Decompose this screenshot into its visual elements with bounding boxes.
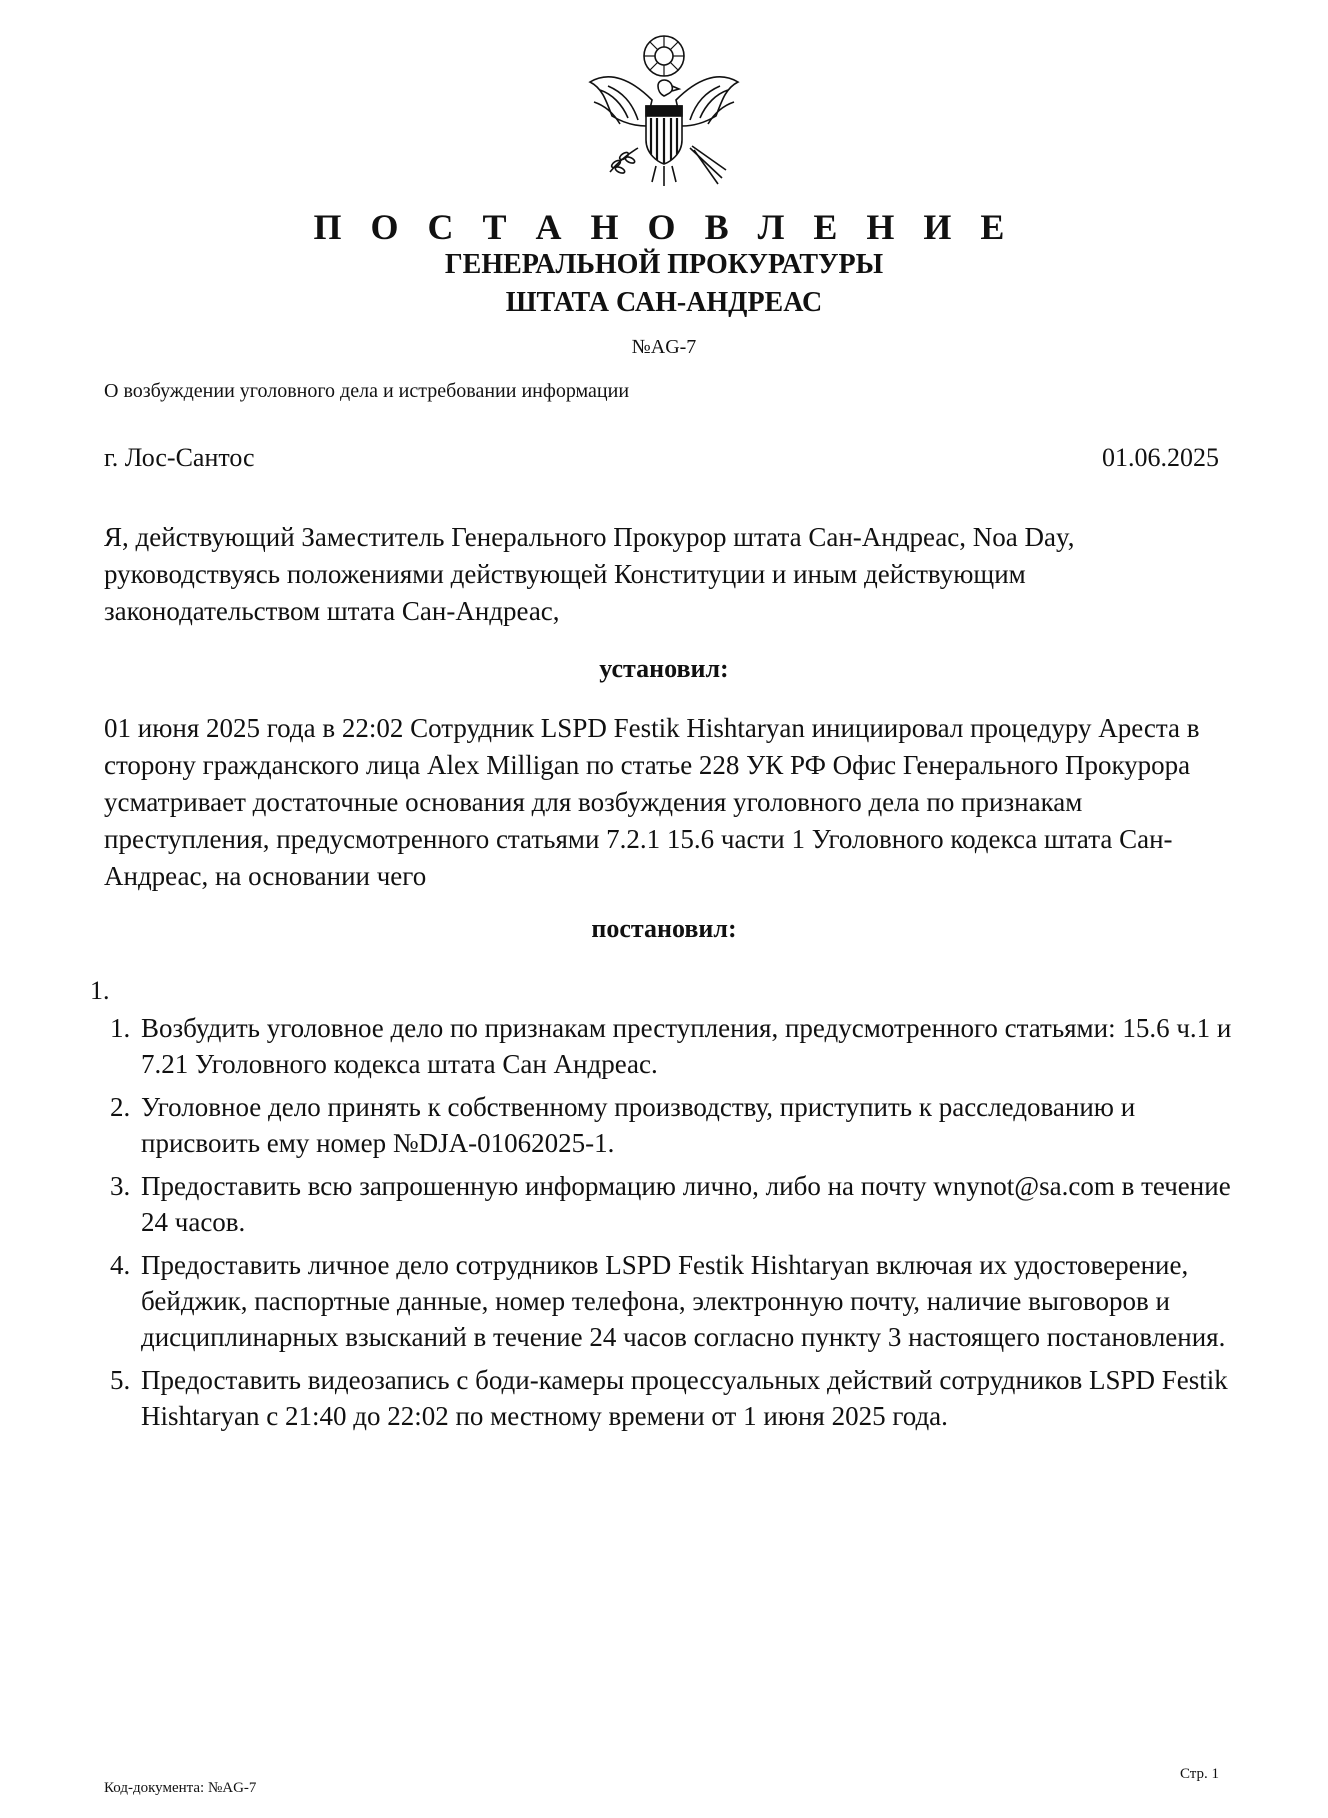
document-subtitle-state: ШТАТА САН-АНДРЕАС xyxy=(505,287,823,318)
decision-text: Возбудить уголовное дело по признакам преступления, предусмотренного статьями: 15.6 ч.1 и 7.21 Уголовного кодекса штата Сан Андреас. xyxy=(141,1013,1232,1079)
intro-paragraph: Я, действующий Заместитель Генерального Прокурор штата Сан-Андреас, Noa Day, руководствуясь положениями действующей Конституции и иным действующим законодательством штата Сан-Андреас, xyxy=(104,522,1075,626)
decision-item xyxy=(100,1089,1250,1161)
decision-text: Уголовное дело принять к собственному производству, приступить к расследованию и присвоить ему номер №DJA-01062025-1. xyxy=(141,1092,1136,1158)
document-title: П О С Т А Н О В Л Е Н И Е xyxy=(313,207,1015,247)
decision-item xyxy=(100,1168,1250,1240)
outer-list-number: 1. xyxy=(90,976,110,1005)
decision-number: 4. xyxy=(110,1250,131,1280)
decision-list xyxy=(100,1010,1250,1441)
decision-item xyxy=(100,1010,1250,1082)
document-date: 01.06.2025 xyxy=(1102,443,1219,472)
decision-item xyxy=(100,1247,1250,1355)
document-number: №AG-7 xyxy=(631,336,697,358)
decision-text: Предоставить всю запрошенную информацию лично, либо на почту wnynot@sa.com в течение 24 часов. xyxy=(141,1171,1231,1237)
document-subject: О возбуждении уголовного дела и истребовании информации xyxy=(104,380,630,402)
decision-item xyxy=(100,1362,1250,1434)
decision-number: 2. xyxy=(110,1092,131,1122)
footer-page-number: Стр. 1 xyxy=(1179,1766,1219,1782)
document-place: г. Лос-Сантос xyxy=(104,443,255,472)
decision-number: 1. xyxy=(110,1013,131,1043)
decided-heading: постановил: xyxy=(591,914,737,943)
decision-text: Предоставить личное дело сотрудников LSPD Festik Hishtaryan включая их удостоверение, бейджик, паспортные данные, номер телефона, электронную почту, наличие выговоров и дисциплинарных взысканий в течение 24 часов согласно пункту 3 настоящего постановления. xyxy=(141,1250,1226,1352)
footer-document-code: Код-документа: №AG-7 xyxy=(104,1780,257,1796)
decision-number: 5. xyxy=(110,1365,131,1395)
decision-number: 3. xyxy=(110,1171,131,1201)
facts-paragraph: 01 июня 2025 года в 22:02 Сотрудник LSPD Festik Hishtaryan инициировал процедуру Ареста в сторону гражданского лица Alex Milligan по статье 228 УК РФ Офис Генерального Прокурора усматривает достаточные основания для возбуждения уголовного дела по признакам преступления, предусмотренного статьями 7.2.1 15.6 части 1 Уголовного кодекса штата Сан-Андреас, на основании чего xyxy=(104,713,1200,891)
eagle-seal-icon xyxy=(582,30,746,190)
decision-text: Предоставить видеозапись с боди-камеры процессуальных действий сотрудников LSPD Festik Hishtaryan с 21:40 до 22:02 по местному времени от 1 июня 2025 года. xyxy=(141,1365,1228,1431)
document-subtitle-agency: ГЕНЕРАЛЬНОЙ ПРОКУРАТУРЫ xyxy=(444,249,884,280)
established-heading: установил: xyxy=(599,654,729,683)
